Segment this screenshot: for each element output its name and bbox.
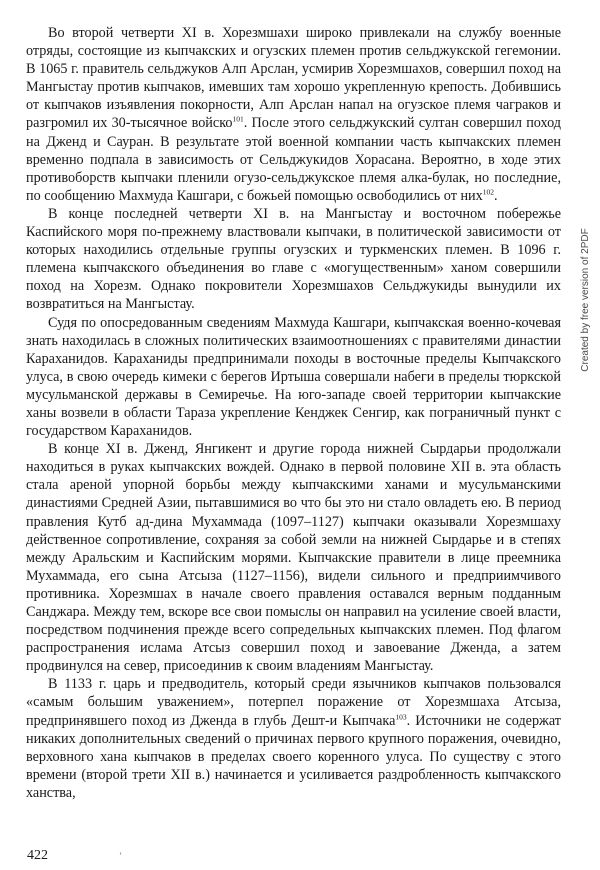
- text-segment: В 1133 г. царь и предводитель, который среди язычников кыпчаков пользовался «самым большим уважением», потерпел поражение от Хорезмшаха Атсыза, предпринявшего поход из Дженда в глубь Дешт-и Кыпчака: [26, 676, 561, 729]
- text-segment: В конце последней четверти XI в. на Мангыстау и восточном побережье Каспийского моря по-прежнему властвовали кыпчаки, в политической зависимости от которых находились отдельные группы огузских и туркменских племен. В 1096 г. племена кыпчакского объединения во главе с «могущественным» ханом совершили поход на Хорезм. Однако покровители Хорезмшахов Сельджукиды вынудили их возвратиться на Мангыстау.: [26, 205, 561, 313]
- page-number: 422: [27, 848, 48, 863]
- footnote-ref: 102: [482, 187, 494, 197]
- text-segment: .: [494, 187, 498, 204]
- paragraph: [26, 440, 561, 675]
- footnote-ref: 103: [395, 711, 407, 721]
- text-segment: . После этого сельджукский султан совершил поход на Дженд и Сауран. В результате этой военной компании часть кыпчакских племен временно подпала в зависимость от Сельджукидов Хорасана. Вероятно, в ходе этих противоборств кыпчаки пленили огузо-сельджукское племя алка-булак, но последние, по сообщению Махмуда Кашгари, с божьей помощью освободились от них: [26, 115, 561, 204]
- paragraph: [26, 205, 561, 314]
- paragraph: [26, 675, 561, 802]
- text-segment: В конце XI в. Дженд, Янгикент и другие города нижней Сырдарьи продолжали находиться в руках кыпчакских вождей. Однако в первой половине XII в. эта область стала ареной упорной борьбы между кыпчакскими ханами и мусульманскими династиями Средней Азии, пытавшимися во что бы это ни стало овладеть ею. В период правления Кутб ад-дина Мухаммада (1097–1127) кыпчаки оказывали Хорезмшаху действенное сопротивление, сохраняя за собой земли на нижней Сырдарье и в степях между Аральским и Каспийским морями. Кыпчакские правители в лице преемника Мухаммада, его сына Атсыза (1127–1156), видели сильного и предприимчивого противника. Хорезмшах в начале своего правления оставался верным подданным Санджара. Между тем, вскоре все свои помыслы он направил на усиление своей власти, посредством подчинения прежде всего сопредельных кыпчакских племен. Под флагом распространения ислама Атсыз совершил поход и завоевание Дженда, а затем продвинулся на север, присоединив к своим владениям Мангыстау.: [26, 441, 561, 675]
- paragraph: [26, 24, 561, 205]
- margin-mark: ʼ: [119, 851, 122, 861]
- body-text: [26, 24, 561, 802]
- watermark-text: Created by free version of 2PDF: [580, 228, 591, 372]
- paragraph: [26, 314, 561, 441]
- text-segment: . Источники не содержат никаких дополнительных сведений о причинах первого крупного поражения, очевидно, верховного хана кыпчаков в пределах своего коренного улуса. По существу с этого времени (второй трети XII в.) начинается и усиливается раздробленность кыпчакского ханства,: [26, 712, 561, 801]
- footnote-ref: 101: [232, 114, 244, 124]
- text-segment: Во второй четверти XI в. Хорезмшахи широко привлекали на службу военные отряды, состоящие из кыпчакских и огузских племен против сельджукской гегемонии. В 1065 г. правитель сельджуков Алп Арслан, усмирив Хорезмшахов, совершил поход на Мангыстау против кыпчаков, имевших там хорошо укрепленную крепость. Добившись от кыпчаков изъявления покорности, Алп Арслан напал на огузское племя чаграков и разгромил их 30-тысячное войско: [26, 25, 561, 132]
- text-segment: Судя по опосредованным сведениям Махмуда Кашгари, кыпчакская военно-кочевая знать находилась в сложных политических взаимоотношениях с правителями династии Караханидов. Караханиды предпринимали походы в восточные пределы Кыпчакского улуса, в свою очередь кимеки с берегов Иртыша совершали набеги в пределы тюркской мусульманской державы в Семиречье. На юго-западе своей территории кыпчакские ханы возвели в области Тараза укрепление Кенджек Сенгир, как пограничный пункт с государством Караханидов.: [26, 314, 561, 440]
